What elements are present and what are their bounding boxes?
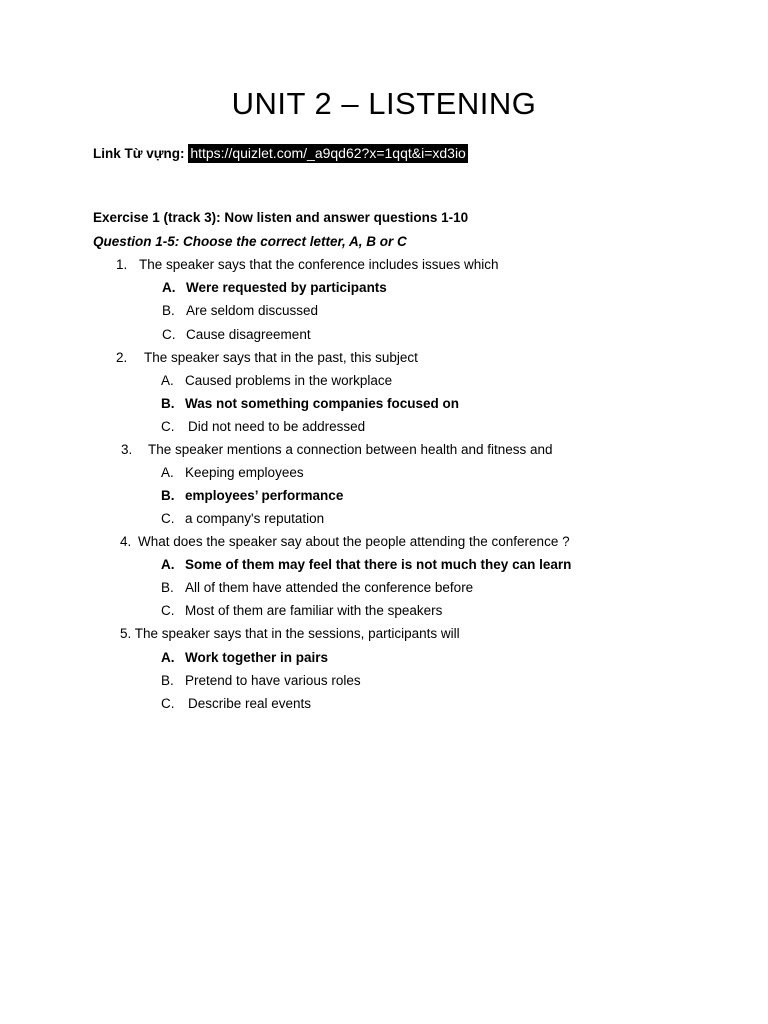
option-letter: C. <box>161 419 175 434</box>
option-text: Describe real events <box>188 696 312 711</box>
answer-option[interactable] <box>161 580 473 595</box>
option-text: Are seldom discussed <box>186 303 319 318</box>
option-letter: B. <box>161 488 175 503</box>
question-4 <box>120 534 570 549</box>
option-letter: B. <box>161 396 175 411</box>
option-letter: A. <box>162 280 176 295</box>
option-text: All of them have attended the conference before <box>185 580 474 595</box>
answer-option[interactable] <box>162 327 311 342</box>
option-letter: A. <box>161 557 175 572</box>
answer-option[interactable] <box>161 511 324 526</box>
option-text: a company's reputation <box>185 511 325 526</box>
exercise-heading: Exercise 1 (track 3): Now listen and answer questions 1-10 <box>93 210 469 225</box>
option-letter: C. <box>161 511 175 526</box>
question-text: What does the speaker say about the people attending the conference ? <box>138 534 570 549</box>
option-letter: B. <box>161 673 174 688</box>
option-text: Pretend to have various roles <box>185 673 361 688</box>
question-number: 2. <box>116 350 128 365</box>
question-number: 3. <box>121 442 133 457</box>
answer-option[interactable] <box>161 488 343 503</box>
question-2 <box>116 350 418 365</box>
answer-option[interactable] <box>161 465 304 480</box>
option-text: Some of them may feel that there is not much they can learn <box>185 557 572 572</box>
answer-option[interactable] <box>162 303 318 318</box>
question-text: The speaker says that the conference includes issues which <box>139 257 499 272</box>
question-3 <box>121 442 553 457</box>
answer-option[interactable] <box>161 650 328 665</box>
option-text: Work together in pairs <box>185 650 329 665</box>
answer-option[interactable] <box>161 603 442 618</box>
option-text: employees’ performance <box>185 488 344 503</box>
question-instruction: Question 1-5: Choose the correct letter, A, B or C <box>93 234 407 249</box>
option-text: Cause disagreement <box>186 327 311 342</box>
answer-option[interactable] <box>161 673 361 688</box>
question-1 <box>116 257 498 272</box>
vocab-link[interactable]: https://quizlet.com/_a9qd62?x=1qqt&i=xd3io <box>190 145 466 161</box>
option-text: Caused problems in the workplace <box>185 373 393 388</box>
option-letter: A. <box>161 650 175 665</box>
question-number: 4. <box>120 534 132 549</box>
option-text: Did not need to be addressed <box>188 419 366 434</box>
option-letter: C. <box>161 696 175 711</box>
vocab-line <box>93 145 468 161</box>
question-number: 1. <box>116 257 128 272</box>
answer-option[interactable] <box>161 396 459 411</box>
option-letter: B. <box>161 580 174 595</box>
vocab-label: Link Từ vựng: <box>93 146 185 161</box>
page-title: UNIT 2 – LISTENING <box>231 86 537 121</box>
question-text: The speaker says that in the sessions, participants will <box>134 626 460 641</box>
option-letter: A. <box>161 465 174 480</box>
question-5 <box>120 626 460 641</box>
option-text: Keeping employees <box>185 465 304 480</box>
option-text: Were requested by participants <box>186 280 387 295</box>
option-text: Was not something companies focused on <box>185 396 460 411</box>
option-letter: A. <box>161 373 174 388</box>
answer-option[interactable] <box>161 373 392 388</box>
answer-option[interactable] <box>161 419 365 434</box>
option-letter: C. <box>161 603 175 618</box>
option-letter: B. <box>162 303 175 318</box>
answer-option[interactable] <box>161 696 311 711</box>
option-text: Most of them are familiar with the speakers <box>185 603 443 618</box>
answer-option[interactable] <box>161 557 571 572</box>
answer-option[interactable] <box>162 280 387 295</box>
option-letter: C. <box>162 327 176 342</box>
question-number: 5. <box>120 626 132 641</box>
question-text: The speaker mentions a connection between health and fitness and <box>148 442 553 457</box>
question-text: The speaker says that in the past, this subject <box>144 350 418 365</box>
